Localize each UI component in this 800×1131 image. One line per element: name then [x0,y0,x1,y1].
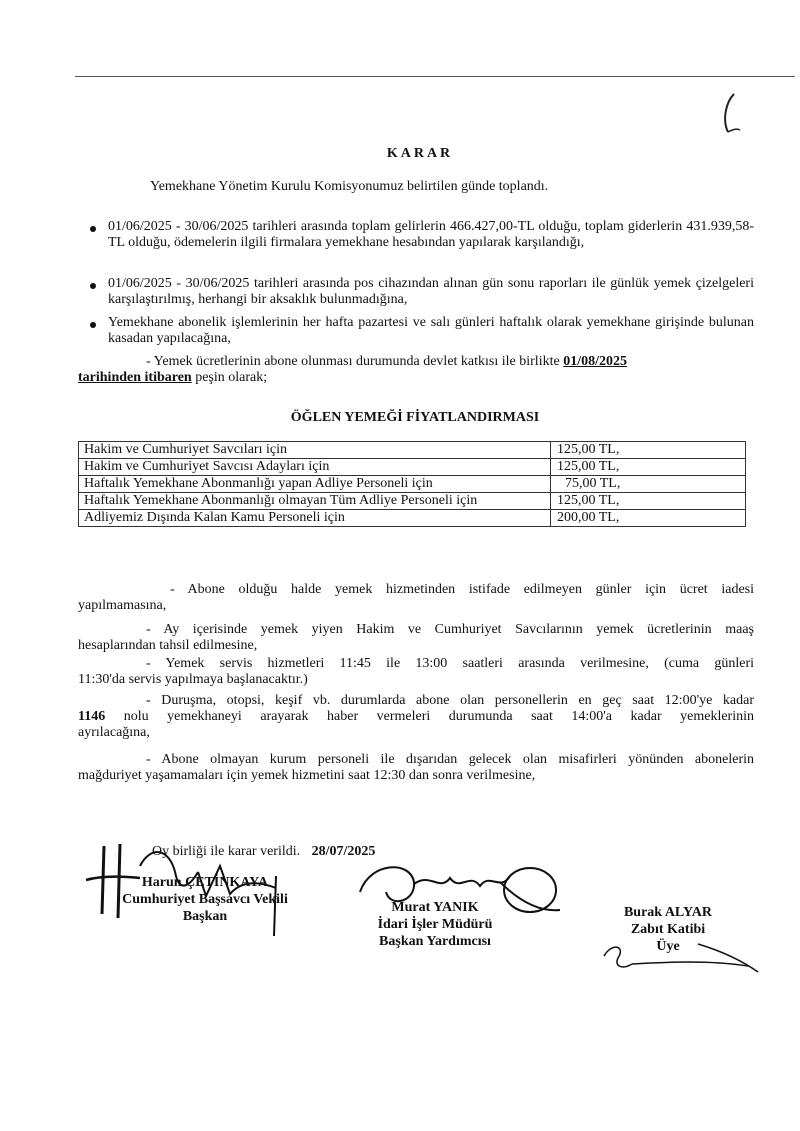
row-label: Adliyemiz Dışında Kalan Kamu Personeli için [79,510,551,527]
corner-mark [706,90,756,140]
row-price: 200,00 TL, [551,510,746,527]
paragraph-salary [78,622,754,654]
paragraph-line: 11:30'da servis yapılmaya başlanacaktır.) [78,672,308,687]
paragraph-line [78,709,754,725]
row-label: Haftalık Yemekhane Abonmanlığı yapan Adliye Personeli için [79,476,551,493]
signatory-name: Burak ALYAR [623,905,713,920]
price-note-bold-tail: tarihinden itibaren [78,370,192,385]
paragraph-service-hours [78,656,754,688]
table-row [79,510,746,527]
row-label: Haftalık Yemekhane Abonmanlığı olmayan Tüm Adliye Personeli için [79,493,551,510]
price-note-date: 01/08/2025 [563,354,627,369]
bullet-pos-reports: 01/06/2025 - 30/06/2025 tarihleri arasında pos cihazından alınan gün sonu raporları ile günlük yemek çizelgeleri karşılaştırılmış, herhangi bir aksaklık bulunmadığına, [108,276,754,307]
signatory-title: Zabıt Katibi [630,922,706,937]
paragraph-line-rest: nolu yemekhaneyi arayarak haber vermeleri durumunda saat 14:00'a kadar yemeklerinin [105,709,754,724]
paragraph-reservation [78,693,754,741]
row-label: Hakim ve Cumhuriyet Savcısı Adayları için [79,459,551,476]
signatory-title: Cumhuriyet Başsavcı Vekili [122,892,288,907]
table-row [79,442,746,459]
price-note [78,354,754,386]
paragraph-line: hesaplarından tahsil edilmesine, [78,638,258,653]
signature-scribble-vice [350,852,570,922]
table-row [79,459,746,476]
paragraph-line: - Duruşma, otopsi, keşif vb. durumlarda abone olan personellerin en geç saat 12:00'ye kadar [146,693,754,708]
signatory-role: Başkan [182,909,228,924]
price-note-prefix: - Yemek ücretlerinin abone olunması durumunda devlet katkısı ile birlikte [146,354,564,369]
extension-number: 1146 [78,709,106,724]
bullet-income: 01/06/2025 - 30/06/2025 tarihleri arasında toplam gelirlerin 466.427,00-TL olduğu, toplam giderlerin 431.939,58-TL olduğu, ödemelerin ilgili firmalara yemekhane hesabından yapılarak karşılandığı, [108,219,754,250]
price-note-suffix: peşin olarak; [191,370,268,385]
signatory-name: Harun ÇETİNKAYA [141,875,269,890]
paragraph-line: yapılmamasına, [78,598,167,613]
decision-text: Oy birliği ile karar verildi. [152,844,301,859]
signatory-title: İdari İşler Müdürü [377,917,493,932]
pricing-heading: ÖĞLEN YEMEĞİ FİYATLANDIRMASI [290,410,540,425]
paragraph-guests [78,752,754,784]
bullet-dot [90,226,96,232]
row-price: 125,00 TL, [551,442,746,459]
bullet-dot [90,283,96,289]
paragraph-line: - Abone olduğu halde yemek hizmetinden istifade edilmeyen günler için ücret iadesi [170,582,754,597]
row-price: 75,00 TL, [551,476,746,493]
document-title: KARAR [386,146,454,161]
row-label: Hakim ve Cumhuriyet Savcıları için [79,442,551,459]
table-row [79,493,746,510]
signature-scribble-president [80,836,300,946]
top-rule [75,76,795,77]
paragraph-line: - Ay içerisinde yemek yiyen Hakim ve Cumhuriyet Savcılarının yemek ücretlerinin maaş [146,622,754,637]
row-price: 125,00 TL, [551,493,746,510]
paragraph-refund [78,582,754,614]
bullet-dot [90,322,96,328]
bullet-subscription: Yemekhane abonelik işlemlerinin her hafta pazartesi ve salı günleri haftalık olarak yemekhane girişinde bulunan kasadan yapılacağına, [108,315,754,346]
paragraph-line: - Yemek servis hizmetleri 11:45 ile 13:00 saatleri arasında verilmesine, (cuma günleri [146,656,754,671]
table-row [79,476,746,493]
decision-date: 28/07/2025 [311,844,376,859]
signatory-role: Üye [656,939,680,954]
intro-text: Yemekhane Yönetim Kurulu Komisyonumuz belirtilen günde toplandı. [150,179,549,194]
paragraph-line: mağduriyet yaşamamaları için yemek hizmetini saat 12:30 dan sonra verilmesine, [78,768,536,783]
signatory-role: Başkan Yardımcısı [379,934,491,949]
row-price: 125,00 TL, [551,459,746,476]
signature-scribble-member [598,936,768,976]
paragraph-line: - Abone olmayan kurum personeli ile dışarıdan gelecek olan misafirleri yönünden abonelerin [146,752,754,767]
paragraph-line: ayrılacağına, [78,725,150,740]
signatory-name: Murat YANIK [391,900,479,915]
pricing-table [78,441,746,527]
